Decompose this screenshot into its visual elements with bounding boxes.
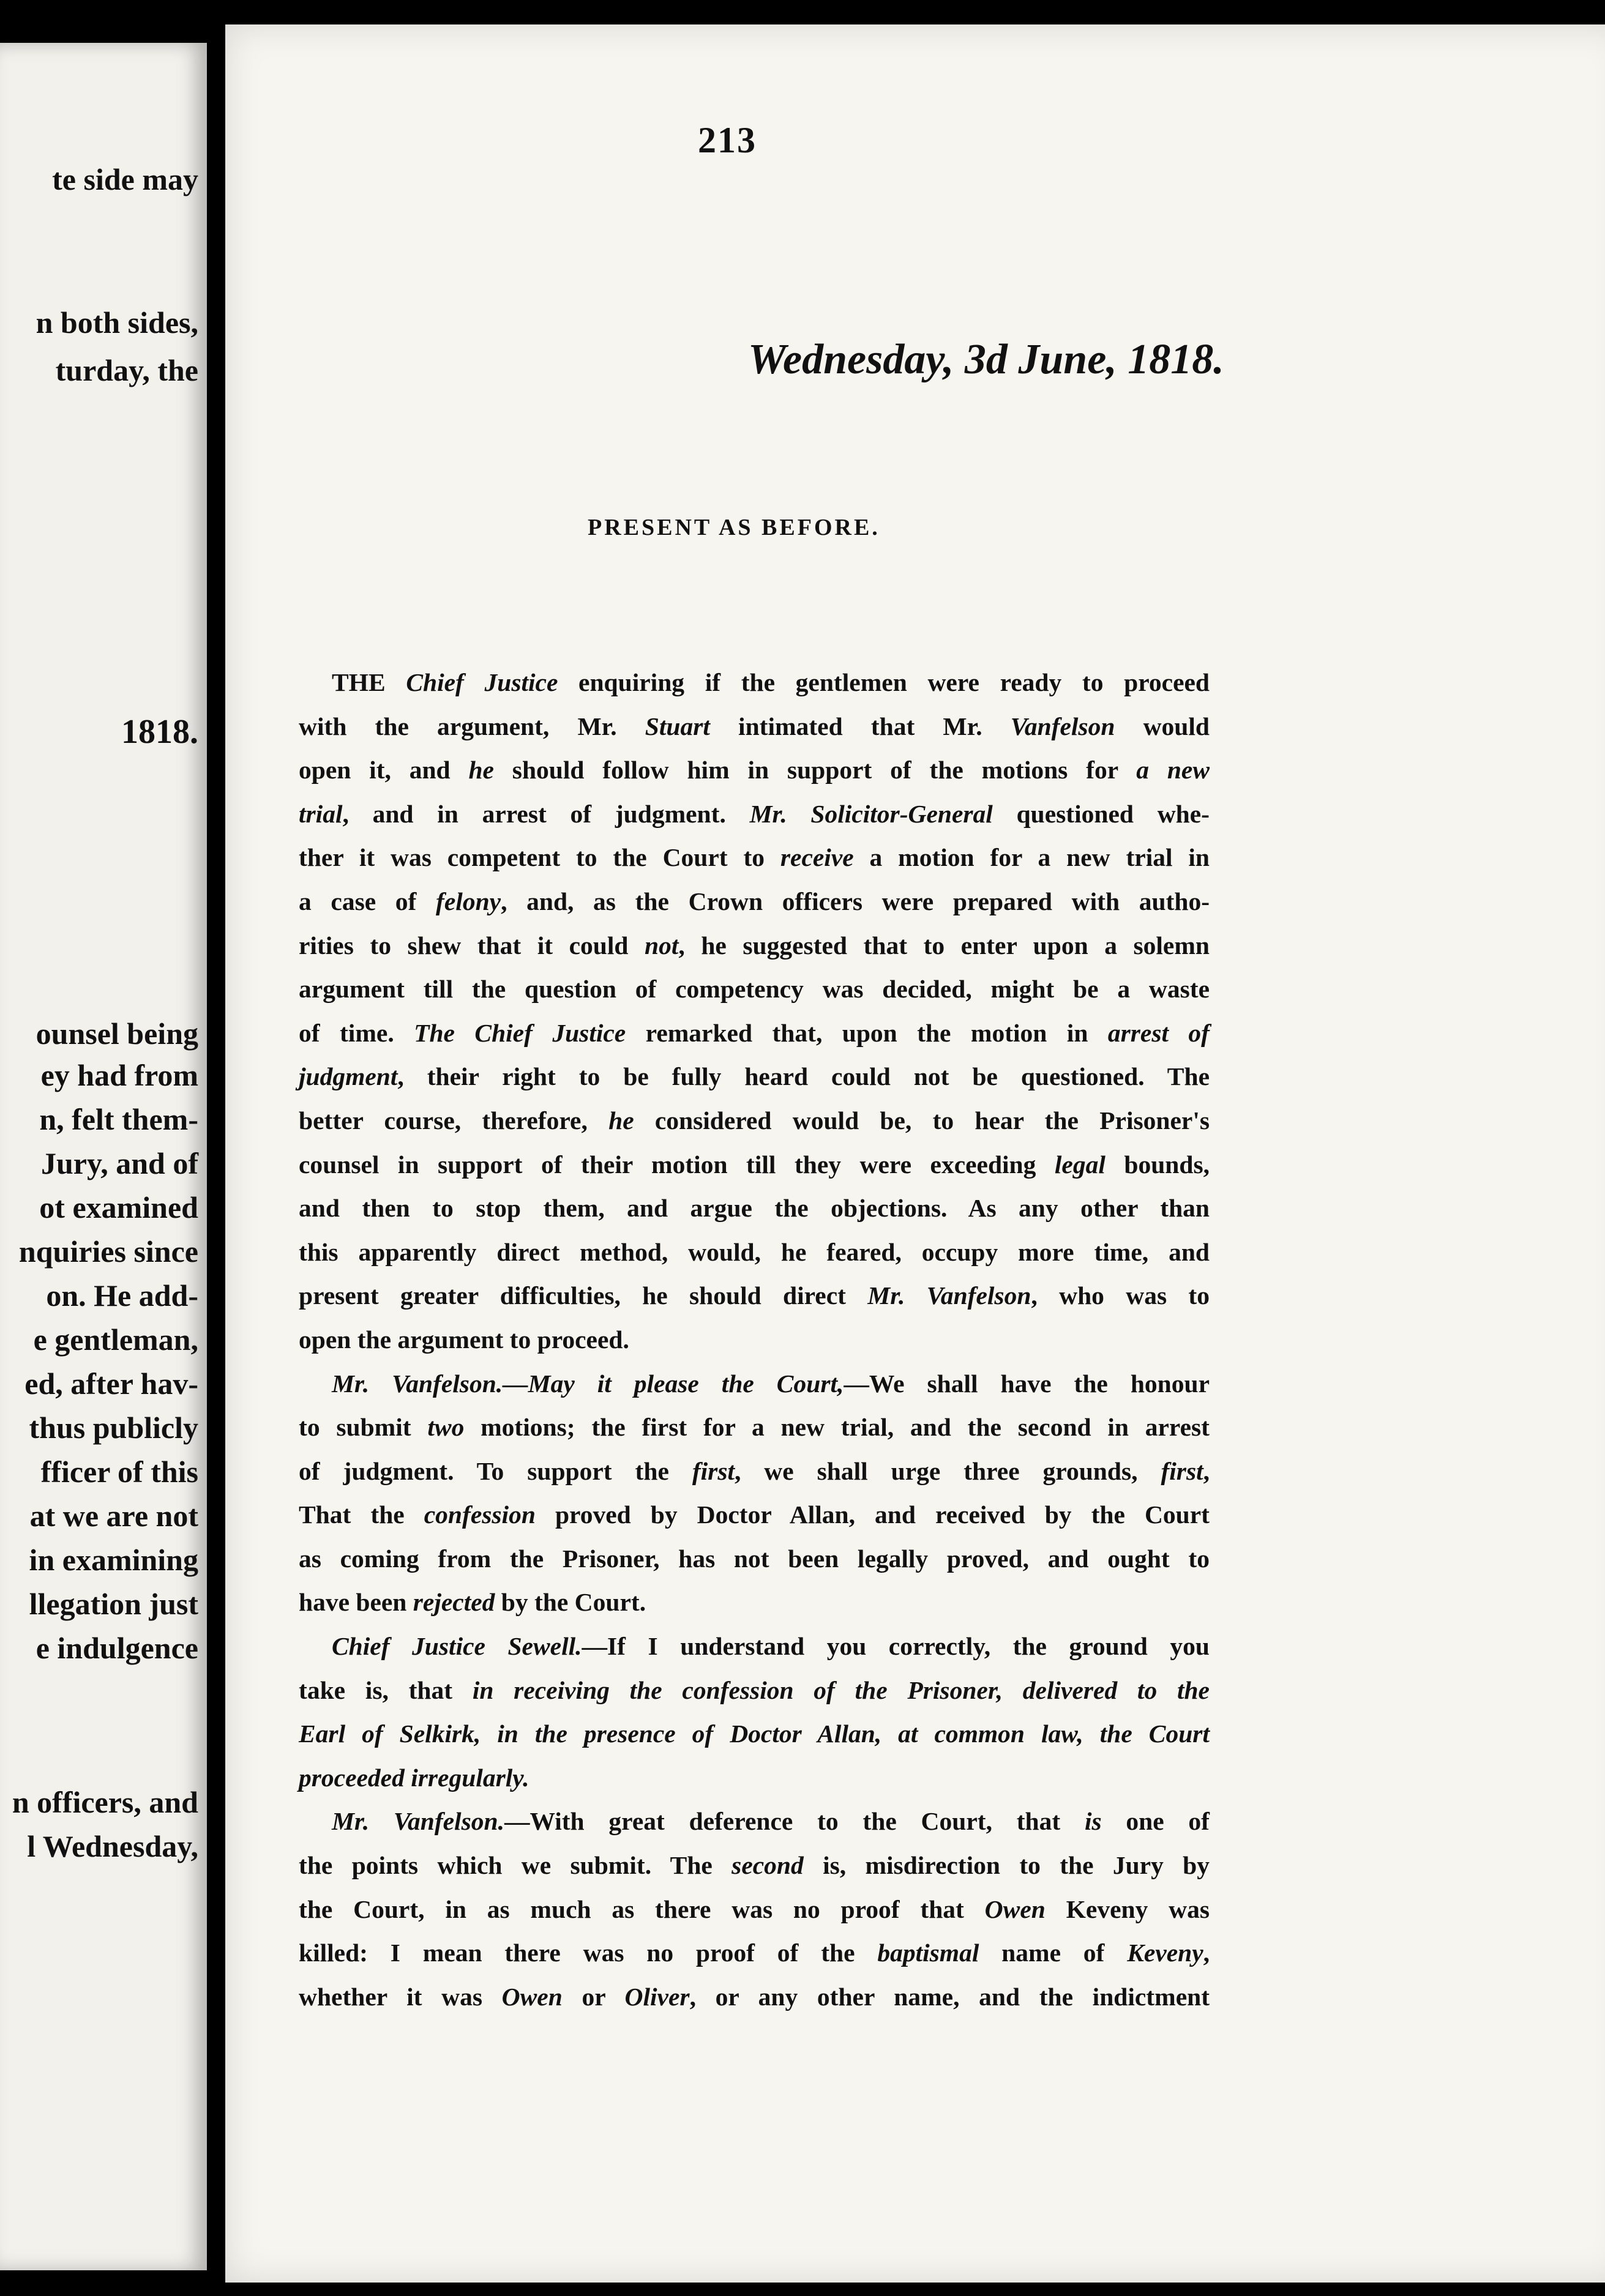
facing-page-line: fficer of this <box>40 1455 198 1489</box>
body-line: and then to stop them, and argue the objections. As any other than <box>299 1194 1210 1223</box>
body-line: THE Chief Justice enquiring if the gentlemen were ready to proceed <box>332 668 1210 696</box>
facing-page-line: ot examined <box>39 1190 198 1224</box>
body-line: take is, that in receiving the confession of the Prisoner, delivered to the <box>299 1675 1210 1704</box>
body-line: argument till the question of competency was decided, might be a waste <box>299 975 1210 1004</box>
facing-page-line: e indulgence <box>36 1631 198 1665</box>
body-line: to submit two motions; the first for a new trial, and the second in arrest <box>299 1413 1210 1442</box>
facing-page-line: Jury, and of <box>40 1146 198 1180</box>
body-text <box>299 661 1210 2019</box>
body-line: counsel in support of their motion till they were exceeding legal bounds, <box>299 1150 1210 1179</box>
facing-page-line: llegation just <box>29 1587 198 1621</box>
facing-page-line: n, felt them- <box>39 1102 198 1136</box>
facing-page-line: nquiries since <box>18 1234 198 1269</box>
body-line: whether it was Owen or Oliver, or any other name, and the indictment <box>299 1982 1210 2011</box>
facing-page-line: l Wednesday, <box>27 1829 198 1863</box>
facing-page-line: in examining <box>29 1543 198 1577</box>
facing-page-line: n both sides, <box>36 305 198 340</box>
body-line: Mr. Vanfelson.—With great deference to the Court, that is one of <box>332 1807 1210 1836</box>
body-line: killed: I mean there was no proof of the baptismal name of Keveny, <box>299 1939 1210 1967</box>
facing-page-line: ey had from <box>40 1058 198 1092</box>
body-line: the points which we submit. The second is, misdirection to the Jury by <box>299 1851 1210 1880</box>
facing-page-line: 1818. <box>121 713 198 751</box>
facing-page-fragment <box>0 43 207 2270</box>
body-line: this apparently direct method, would, he feared, occupy more time, and <box>299 1237 1210 1266</box>
body-line: open the argument to proceed. <box>299 1325 629 1354</box>
session-date: Wednesday, 3d June, 1818. <box>748 336 1224 383</box>
body-line: a case of felony, and, as the Crown officers were prepared with autho- <box>299 887 1210 915</box>
body-line: Mr. Vanfelson.—May it please the Court,—We shall have the honour <box>332 1369 1210 1398</box>
facing-page-line: te side may <box>52 162 198 196</box>
facing-page-line: ed, after hav- <box>24 1366 198 1401</box>
body-line: of time. The Chief Justice remarked that, upon the motion in arrest of <box>299 1018 1210 1047</box>
body-line: of judgment. To support the first, we shall urge three grounds, first, <box>299 1456 1210 1485</box>
facing-page-line: on. He add- <box>46 1278 198 1313</box>
facing-page-line: n officers, and <box>12 1785 198 1819</box>
body-line: Chief Justice Sewell.—If I understand you correctly, the ground you <box>332 1632 1210 1661</box>
body-line: ther it was competent to the Court to receive a motion for a new trial in <box>299 843 1210 872</box>
body-line: proceeded irregularly. <box>299 1763 529 1792</box>
facing-page-line: e gentleman, <box>33 1322 198 1357</box>
body-line: open it, and he should follow him in support of the motions for a new <box>299 756 1210 785</box>
body-line: present greater difficulties, he should direct Mr. Vanfelson, who was to <box>299 1281 1210 1310</box>
body-line: better course, therefore, he considered would be, to hear the Prisoner's <box>299 1106 1210 1135</box>
body-line: have been rejected by the Court. <box>299 1588 646 1617</box>
facing-page-line: thus publicly <box>29 1411 198 1445</box>
body-line: Earl of Selkirk, in the presence of Doctor Allan, at common law, the Court <box>299 1720 1210 1748</box>
body-line: That the confession proved by Doctor Allan, and received by the Court <box>299 1500 1210 1529</box>
body-line: trial, and in arrest of judgment. Mr. Solicitor-General questioned whe- <box>299 799 1210 828</box>
body-line: as coming from the Prisoner, has not been legally proved, and ought to <box>299 1544 1210 1573</box>
body-line: judgment, their right to be fully heard could not be questioned. The <box>299 1062 1210 1091</box>
body-line: with the argument, Mr. Stuart intimated that Mr. Vanfelson would <box>299 712 1210 740</box>
present-heading: PRESENT AS BEFORE. <box>588 515 880 540</box>
facing-page-line: at we are not <box>29 1499 198 1533</box>
page-number: 213 <box>698 120 757 160</box>
body-line: the Court, in as much as there was no proof that Owen Keveny was <box>299 1895 1210 1923</box>
facing-page-line: ounsel being <box>36 1016 198 1051</box>
facing-page-line: turday, the <box>55 353 198 387</box>
body-line: rities to shew that it could not, he suggested that to enter upon a solemn <box>299 931 1210 960</box>
